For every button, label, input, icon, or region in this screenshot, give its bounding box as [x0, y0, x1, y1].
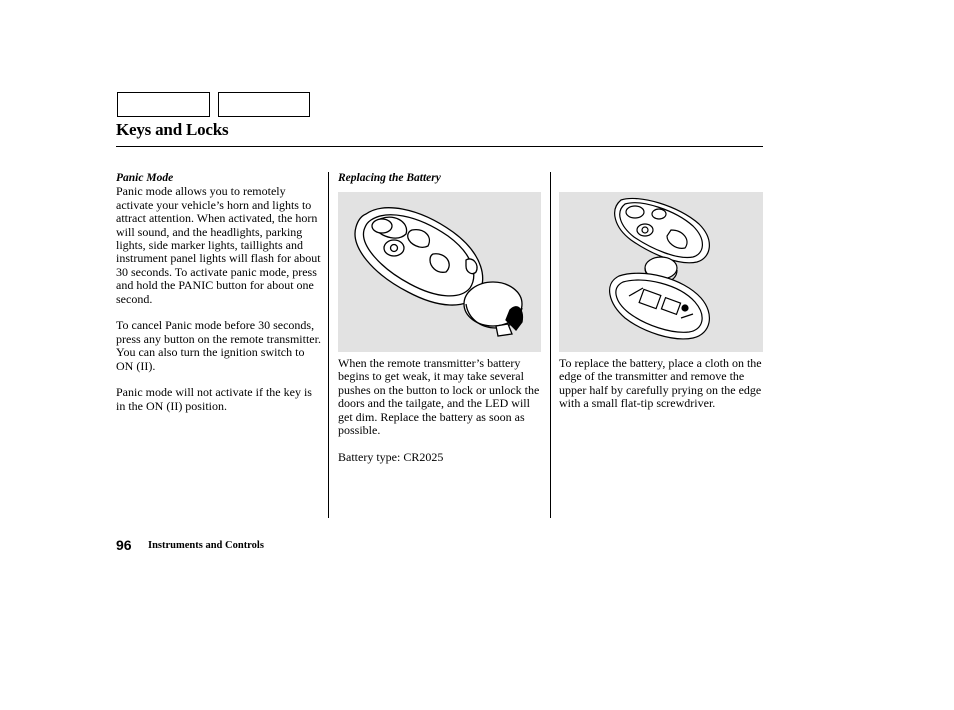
column-divider	[328, 172, 329, 518]
battery-instructions-column	[559, 357, 763, 424]
replacing-battery-column	[338, 172, 543, 185]
panic-mode-column	[116, 172, 321, 427]
opened-transmitter-illustration	[559, 192, 763, 352]
replacing-battery-text	[338, 357, 543, 478]
column-divider	[550, 172, 551, 518]
title-rule	[116, 146, 763, 147]
paragraph: To cancel Panic mode before 30 seconds, press any button on the remote transmitter. You can also turn the ignition switch to ON (II).	[116, 318, 321, 373]
opened-remote-icon	[559, 192, 763, 352]
nav-tab-box[interactable]	[218, 92, 310, 117]
nav-tab-box[interactable]	[117, 92, 210, 117]
section-name: Instruments and Controls	[148, 540, 264, 551]
page-number: 96	[116, 537, 132, 553]
paragraph: When the remote transmitter’s battery begins to get weak, it may take several pushes on the button to lock or unlock the doors and the tailgate, and the LED will get dim. Replace the battery as soon as possible.	[338, 356, 540, 438]
paragraph: Battery type: CR2025	[338, 449, 444, 464]
section-heading: Replacing the Battery	[338, 172, 441, 184]
paragraph: To replace the battery, place a cloth on the edge of the transmitter and remove the upper half by carefully prying on the edge with a small flat-tip screwdriver.	[559, 356, 762, 411]
remote-with-battery-icon	[338, 192, 541, 352]
page-title: Keys and Locks	[116, 120, 229, 139]
paragraph: Panic mode will not activate if the key is in the ON (II) position.	[116, 385, 312, 413]
remote-battery-illustration	[338, 192, 541, 352]
section-heading: Panic Mode	[116, 172, 174, 184]
paragraph: Panic mode allows you to remotely activate your vehicle’s horn and lights to attract attention. When activated, the horn will sound, and the headlights, parking lights, side marker lights, taillights and instrument panel lights will flash for about 30 seconds. To activate panic mode, press and hold the PANIC button for about one second.	[116, 184, 321, 306]
